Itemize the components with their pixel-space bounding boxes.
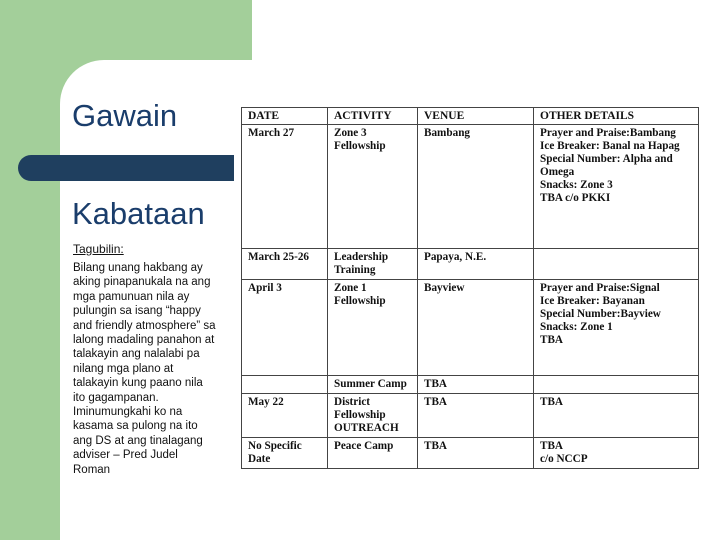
cell-venue: TBA bbox=[418, 376, 534, 394]
cell-venue: TBA bbox=[418, 438, 534, 469]
cell-details bbox=[534, 394, 699, 438]
schedule-table bbox=[241, 107, 699, 469]
header-activity: ACTIVITY bbox=[328, 108, 418, 125]
detail-line: Snacks: Zone 1 bbox=[540, 321, 613, 333]
activity-line: Training bbox=[334, 264, 376, 276]
cell-activity bbox=[328, 376, 418, 394]
cell-venue: Papaya, N.E. bbox=[418, 249, 534, 280]
table-row bbox=[242, 125, 699, 249]
cell-date: April 3 bbox=[242, 280, 328, 376]
cell-details bbox=[534, 438, 699, 469]
detail-line: Snacks: Zone 3 bbox=[540, 179, 613, 191]
detail-line: Special Number:Bayview bbox=[540, 308, 661, 320]
cell-venue: TBA bbox=[418, 394, 534, 438]
header-other-details: OTHER DETAILS bbox=[534, 108, 699, 125]
cell-date: No Specific Date bbox=[242, 438, 328, 469]
cell-activity bbox=[328, 394, 418, 438]
detail-line: Ice Breaker: Banal na Hapag bbox=[540, 140, 680, 152]
instructions-heading: Tagubilin: bbox=[73, 242, 124, 256]
title-accent-bar bbox=[18, 155, 234, 181]
detail-line: TBA bbox=[540, 334, 564, 346]
activity-line: District bbox=[334, 396, 371, 408]
cell-details bbox=[534, 280, 699, 376]
table-row bbox=[242, 280, 699, 376]
cell-activity bbox=[328, 125, 418, 249]
activity-line: Fellowship bbox=[334, 140, 386, 152]
cell-date bbox=[242, 376, 328, 394]
cell-activity bbox=[328, 249, 418, 280]
detail-line: Ice Breaker: Bayanan bbox=[540, 295, 645, 307]
table-row bbox=[242, 394, 699, 438]
detail-line: TBA bbox=[540, 440, 564, 452]
activity-line: Peace Camp bbox=[334, 440, 394, 452]
cell-details bbox=[534, 125, 699, 249]
cell-activity bbox=[328, 438, 418, 469]
detail-line: TBA bbox=[540, 396, 564, 408]
activity-line: Summer Camp bbox=[334, 378, 407, 390]
cell-activity bbox=[328, 280, 418, 376]
detail-line: Special Number: Alpha and Omega bbox=[540, 153, 673, 178]
header-venue: VENUE bbox=[418, 108, 534, 125]
cell-venue: Bambang bbox=[418, 125, 534, 249]
table-row bbox=[242, 376, 699, 394]
cell-venue: Bayview bbox=[418, 280, 534, 376]
cell-date: March 25-26 bbox=[242, 249, 328, 280]
detail-line: Prayer and Praise:Signal bbox=[540, 282, 660, 294]
cell-details bbox=[534, 376, 699, 394]
activity-line: Fellowship bbox=[334, 295, 386, 307]
cell-date: May 22 bbox=[242, 394, 328, 438]
slide-title-line2: Kabataan bbox=[72, 196, 205, 231]
slide-title-line1: Gawain bbox=[72, 98, 178, 133]
table-row bbox=[242, 438, 699, 469]
activity-line: OUTREACH bbox=[334, 422, 399, 434]
activity-line: Fellowship bbox=[334, 409, 386, 421]
cell-date: March 27 bbox=[242, 125, 328, 249]
detail-line: TBA c/o PKKI bbox=[540, 192, 611, 204]
header-date: DATE bbox=[242, 108, 328, 125]
activity-line: Zone 3 bbox=[334, 127, 367, 139]
detail-line: c/o NCCP bbox=[540, 453, 588, 465]
activity-line: Zone 1 bbox=[334, 282, 367, 294]
detail-line: Prayer and Praise:Bambang bbox=[540, 127, 676, 139]
table-row bbox=[242, 249, 699, 280]
cell-details bbox=[534, 249, 699, 280]
activity-line: Leadership bbox=[334, 251, 389, 263]
instructions-body: Bilang unang hakbang ay aking pinapanukala na ang mga pamunuan nila ay pulungin sa isang “happy and friendly atmosphere” sa lalong madaling panahon at talakayin ang nalalabi pa nilang mga plano at talakayin kung paano nila ito gagampanan. Iminumungkahi ko na kasama sa pulong na ito ang DS at ang tinalagang adviser – Pred Judel Roman bbox=[73, 262, 216, 476]
schedule-header-row bbox=[242, 108, 699, 125]
